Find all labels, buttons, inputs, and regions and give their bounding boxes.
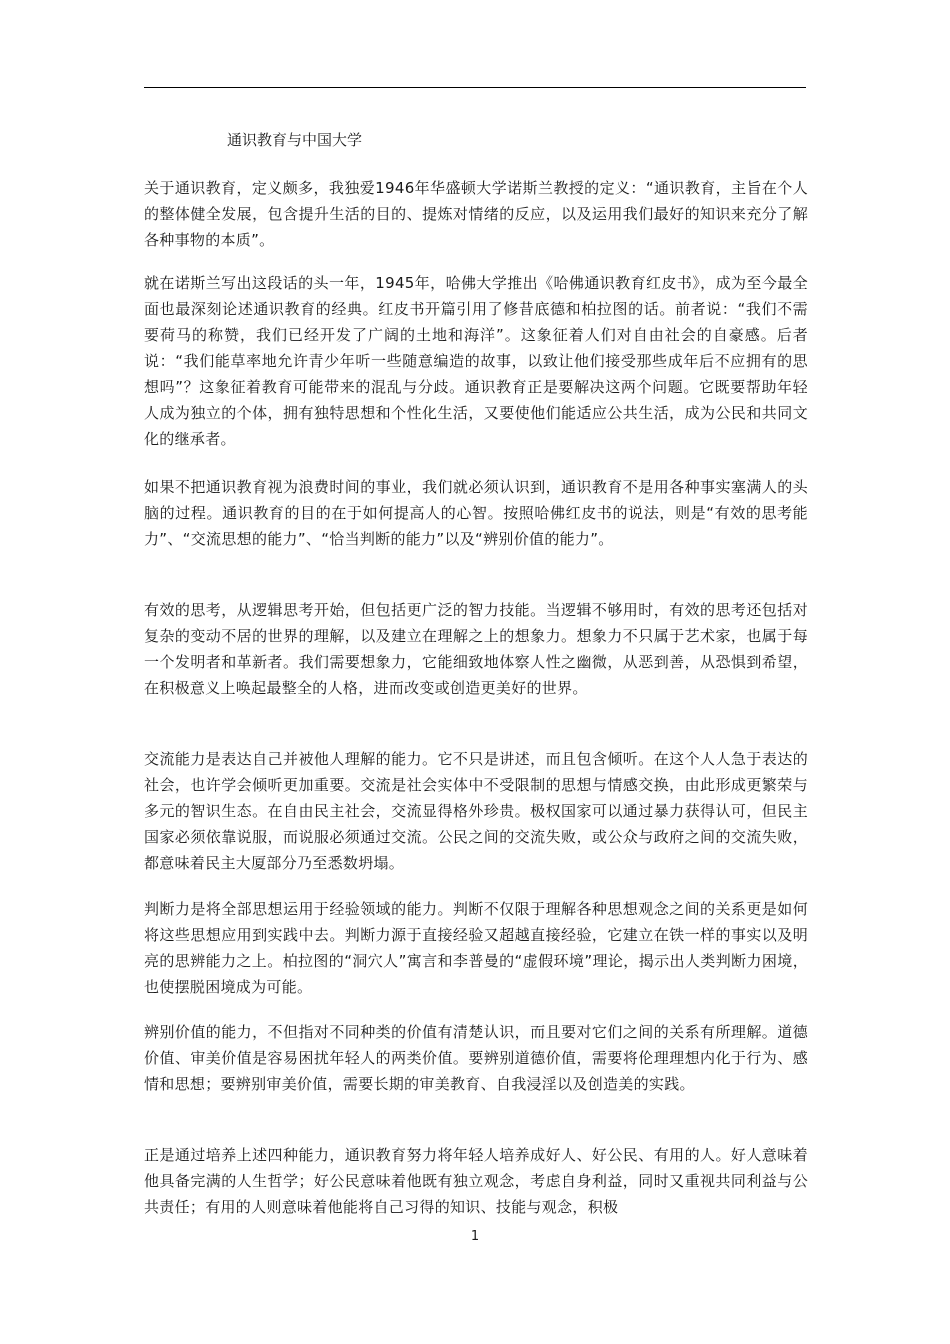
paragraph-8: 正是通过培养上述四种能力，通识教育努力将年轻人培养成好人、好公民、有用的人。好人意味着他具备完满的人生哲学；好公民意味着他既有独立观念，考虑自身利益，同时又重视共同利益与公共责任；有用的人则意味着他能将自己习得的知识、技能与观念，积极 (144, 1146, 808, 1216)
paragraph-5: 交流能力是表达自己并被他人理解的能力。它不只是讲述，而且包含倾听。在这个人人急于表达的社会，也许学会倾听更加重要。交流是社会实体中不受限制的思想与情感交换，由此形成更繁荣与多元的智识生态。在自由民主社会，交流显得格外珍贵。极权国家可以通过暴力获得认可，但民主国家必须依靠说服，而说服必须通过交流。公民之间的交流失败，或公众与政府之间的交流失败，都意味着民主大厦部分乃至悉数坍塌。 (144, 750, 808, 872)
header-rule (144, 87, 806, 88)
paragraph-1: 关于通识教育，定义颇多，我独爱1946年华盛顿大学诺斯兰教授的定义：“通识教育，主旨在个人的整体健全发展，包含提升生活的目的、提炼对情绪的反应，以及运用我们最好的知识来充分了解各种事物的本质”。 (144, 179, 808, 249)
page-number: 1 (470, 1229, 480, 1244)
paragraph-6: 判断力是将全部思想运用于经验领域的能力。判断不仅限于理解各种思想观念之间的关系更是如何将这些思想应用到实践中去。判断力源于直接经验又超越直接经验，它建立在铁一样的事实以及明亮的思辨能力之上。柏拉图的“洞穴人”寓言和李普曼的“虚假环境”理论，揭示出人类判断力困境，也使摆脱困境成为可能。 (144, 900, 808, 996)
paragraph-2: 就在诺斯兰写出这段话的头一年，1945年，哈佛大学推出《哈佛通识教育红皮书》，成为至今最全面也最深刻论述通识教育的经典。红皮书开篇引用了修昔底德和柏拉图的话。前者说：“我们不需要荷马的称赞，我们已经开发了广阔的土地和海洋”。这象征着人们对自由社会的自豪感。后者说：“我们能草率地允许青少年听一些随意编造的故事，以致让他们接受那些成年后不应拥有的思想吗”？这象征着教育可能带来的混乱与分歧。通识教育正是要解决这两个问题。它既要帮助年轻人成为独立的个体，拥有独特思想和个性化生活，又要使他们能适应公共生活，成为公民和共同文化的继承者。 (144, 274, 808, 448)
document-title: 通识教育与中国大学 (227, 131, 363, 149)
paragraph-7: 辨别价值的能力，不但指对不同种类的价值有清楚认识，而且要对它们之间的关系有所理解。道德价值、审美价值是容易困扰年轻人的两类价值。要辨别道德价值，需要将伦理理想内化于行为、感情和思想；要辨别审美价值，需要长期的审美教育、自我浸淫以及创造美的实践。 (144, 1023, 808, 1093)
paragraph-3: 如果不把通识教育视为浪费时间的事业，我们就必须认识到，通识教育不是用各种事实塞满人的头脑的过程。通识教育的目的在于如何提高人的心智。按照哈佛红皮书的说法，则是“有效的思考能力”、“交流思想的能力”、“恰当判断的能力”以及“辨别价值的能力”。 (144, 478, 808, 548)
paragraph-4: 有效的思考，从逻辑思考开始，但包括更广泛的智力技能。当逻辑不够用时，有效的思考还包括对复杂的变动不居的世界的理解，以及建立在理解之上的想象力。想象力不只属于艺术家，也属于每一个发明者和革新者。我们需要想象力，它能细致地体察人性之幽微，从恶到善，从恐惧到希望，在积极意义上唤起最整全的人格，进而改变或创造更美好的世界。 (144, 601, 808, 697)
